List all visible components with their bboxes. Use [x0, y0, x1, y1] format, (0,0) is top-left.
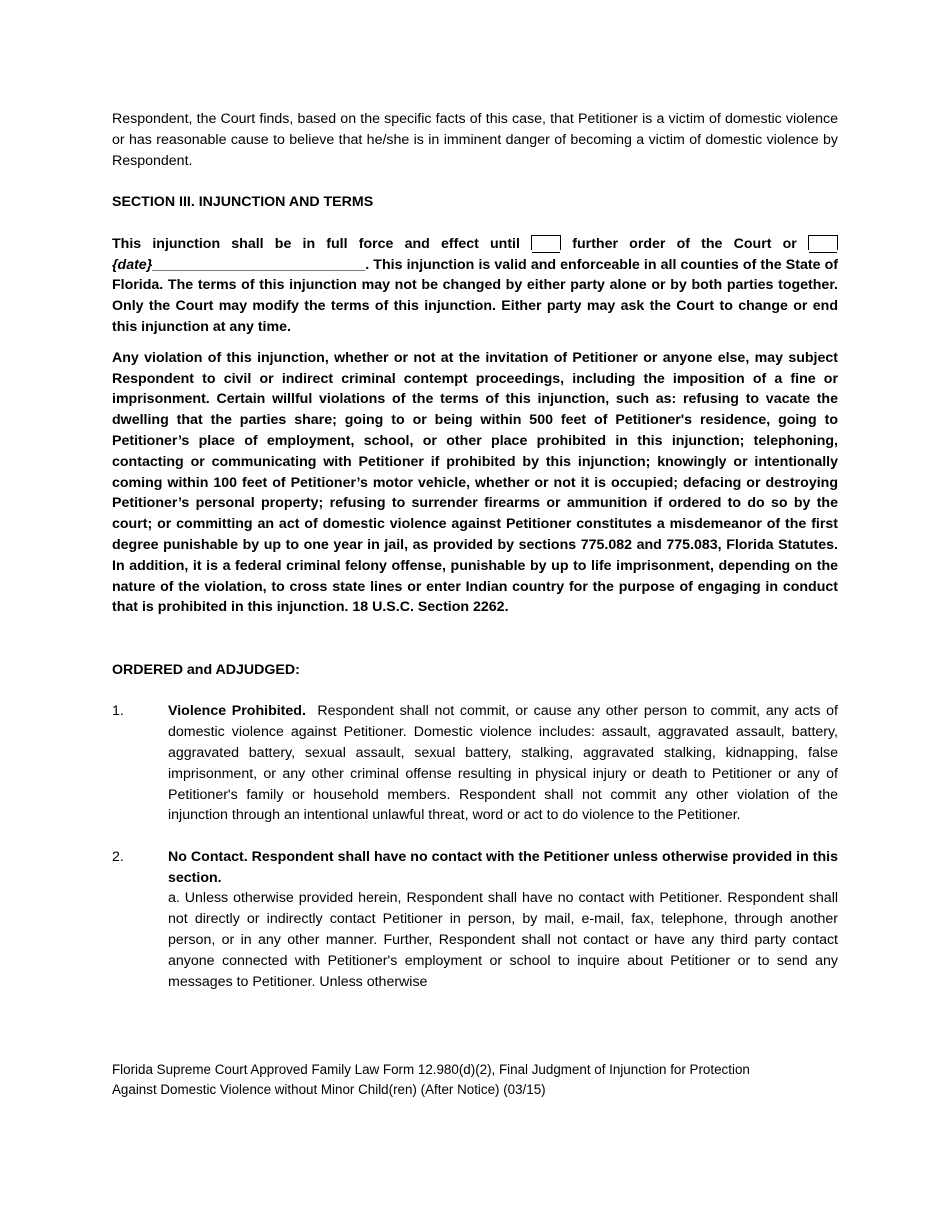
- item-number: 2.: [112, 848, 124, 865]
- injunction-terms-paragraph: [112, 234, 838, 338]
- ordered-heading: ORDERED and ADJUDGED:: [112, 661, 300, 678]
- terms-text-c: . This injunction is valid and enforceable in all counties of the State of Florida. The terms of this injunction may not be changed by either party alone or by both parties together. Only the Court may modify the terms of this injunction. Either party may ask the Court to change or end this injunction at any time.: [112, 256, 838, 335]
- until-date-checkbox[interactable]: [808, 235, 838, 250]
- date-blank[interactable]: ___________________________: [152, 256, 366, 273]
- page-footer: [112, 1060, 838, 1099]
- item-text: a. Unless otherwise provided herein, Respondent shall have no contact with Petitioner. Respondent shall not directly or indirectly contact Petitioner in person, by mail, e-mail, fax, telephone, through another person, or in any other manner. Further, Respondent shall not contact or have any third party contact anyone connected with Petitioner's employment or school to inquire about Petitioner or to send any messages to Petitioner. Unless otherwise: [168, 890, 838, 990]
- date-label: {date}: [112, 256, 153, 273]
- footer-line-1: Florida Supreme Court Approved Family Law Form 12.980(d)(2), Final Judgment of Injunction for Protection: [112, 1062, 750, 1077]
- list-item: [112, 847, 838, 993]
- footer-line-2: Against Domestic Violence without Minor Child(ren) (After Notice) (03/15): [112, 1081, 546, 1097]
- until-further-order-checkbox[interactable]: [531, 235, 561, 250]
- list-item: [112, 701, 838, 826]
- item-text: Respondent shall not commit, or cause any other person to commit, any acts of domestic violence against Petitioner. Domestic violence includes: assault, aggravated assault, battery, aggravated battery, sexual assault, sexual battery, stalking, aggravated stalking, kidnapping, false imprisonment, or any other criminal offense resulting in physical injury or death to Petitioner or any of Petitioner's family or household members. Respondent shall not commit any other violation of the injunction through an intentional unlawful threat, word or act to do violence to the Petitioner.: [168, 703, 838, 824]
- terms-text-b: further order of the Court or: [572, 235, 797, 252]
- item-number: 1.: [112, 703, 124, 720]
- section-heading: SECTION III. INJUNCTION AND TERMS: [112, 194, 374, 211]
- item-title: No Contact. Respondent shall have no contact with the Petitioner unless otherwise provided in this section.: [168, 848, 838, 886]
- document-page: [112, 109, 838, 992]
- item-title: Violence Prohibited.: [168, 703, 306, 720]
- terms-text-a: This injunction shall be in full force and effect until: [112, 235, 520, 252]
- intro-paragraph: Respondent, the Court finds, based on the specific facts of this case, that Petitioner is a victim of domestic violence or has reasonable cause to believe that he/she is in imminent danger of becoming a victim of domestic violence by Respondent.: [112, 111, 838, 169]
- violation-paragraph: Any violation of this injunction, whether or not at the invitation of Petitioner or anyone else, may subject Respondent to civil or indirect criminal contempt proceedings, including the imposition of a fine or imprisonment. Certain willful violations of the terms of this injunction, such as: refusing to vacate the dwelling that the parties share; going to or being within 500 feet of Petitioner's residence, going to Petitioner’s place of employment, school, or other place prohibited in this injunction; telephoning, contacting or communicating with Petitioner if prohibited by this injunction; knowingly or intentionally coming within 100 feet of Petitioner’s motor vehicle, whether or not it is occupied; defacing or destroying Petitioner’s personal property; refusing to surrender firearms or ammunition if ordered to do so by the court; or committing an act of domestic violence against Petitioner constitutes a misdemeanor of the first degree punishable by up to one year in jail, as provided by sections 775.082 and 775.083, Florida Statutes. In addition, it is a federal criminal felony offense, punishable by up to life imprisonment, depending on the nature of the violation, to cross state lines or enter Indian country for the purpose of engaging in conduct that is prohibited in this injunction. 18 U.S.C. Section 2262.: [112, 349, 838, 616]
